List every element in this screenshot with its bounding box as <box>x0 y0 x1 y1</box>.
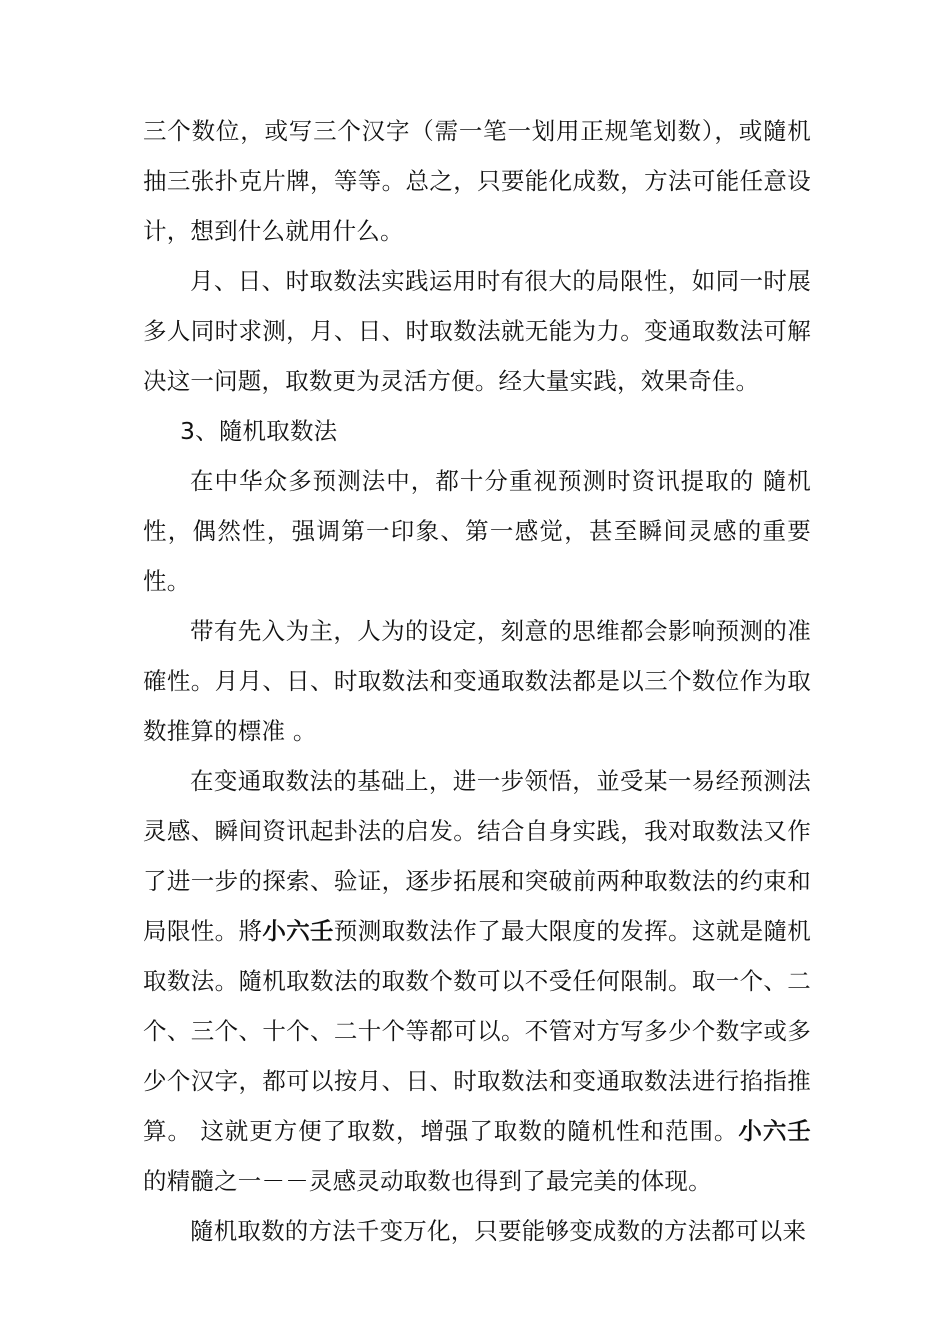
bold-term: 小六壬 <box>738 1117 811 1145</box>
paragraph-randomness: 在中华众多预测法中，都十分重视预测时资讯提取的 隨机性，偶然性，强调第一印象、第一感觉，甚至瞬间灵感的重要性。 <box>143 467 811 595</box>
paragraph-random-methods: 三个数位，或写三个汉字（需一笔一划用正规笔划数），或隨机抽三张扑克片牌，等等。总之，只要能化成数，方法可能任意设计，想到什么就用什么。 <box>143 117 811 245</box>
paragraph-variations: 隨机取数的方法千变万化，只要能够变成数的方法都可以来 <box>190 1217 807 1245</box>
body-text <box>143 106 811 1256</box>
paragraph-exploration <box>143 756 811 1206</box>
section-heading: 3、隨机取数法 <box>180 417 338 445</box>
paragraph-text: 的精髓之一－－灵感灵动取数也得到了最完美的体现。 <box>143 1167 712 1195</box>
paragraph-text: 预测取数法作了最大限度的发挥。这就是隨机取数法。隨机取数法的取数个数可以不受任何限制。取一个、二个、三个、十个、二十个等都可以。不管对方写多少个数字或多少个汉字，都可以按月、日、时取数法和变通取数法进行掐指推算。 这就更方便了取数，增强了取数的隨机性和范围。 <box>143 917 812 1145</box>
paragraph-text: 在变通取数法的基础上，进一步领悟，並受某一易经预测法灵感、瞬间资讯起卦法的启发。结合自身实践，我对取数法又作了进一步的探索、验证，逐步拓展和突破前两种取数法的约束和局限性。將 <box>143 767 811 945</box>
paragraph-accuracy: 带有先入为主，人为的设定，刻意的思维都会影响预测的准確性。月月、日、时取数法和变通取数法都是以三个数位作为取数推算的標准 。 <box>143 617 811 745</box>
paragraph-limitations: 月、日、时取数法实践运用时有很大的局限性，如同一时展多人同时求测，月、日、时取数法就无能为力。变通取数法可解决这一问题，取数更为灵活方便。经大量实践，效果奇佳。 <box>143 267 811 395</box>
bold-term: 小六壬 <box>262 917 334 945</box>
